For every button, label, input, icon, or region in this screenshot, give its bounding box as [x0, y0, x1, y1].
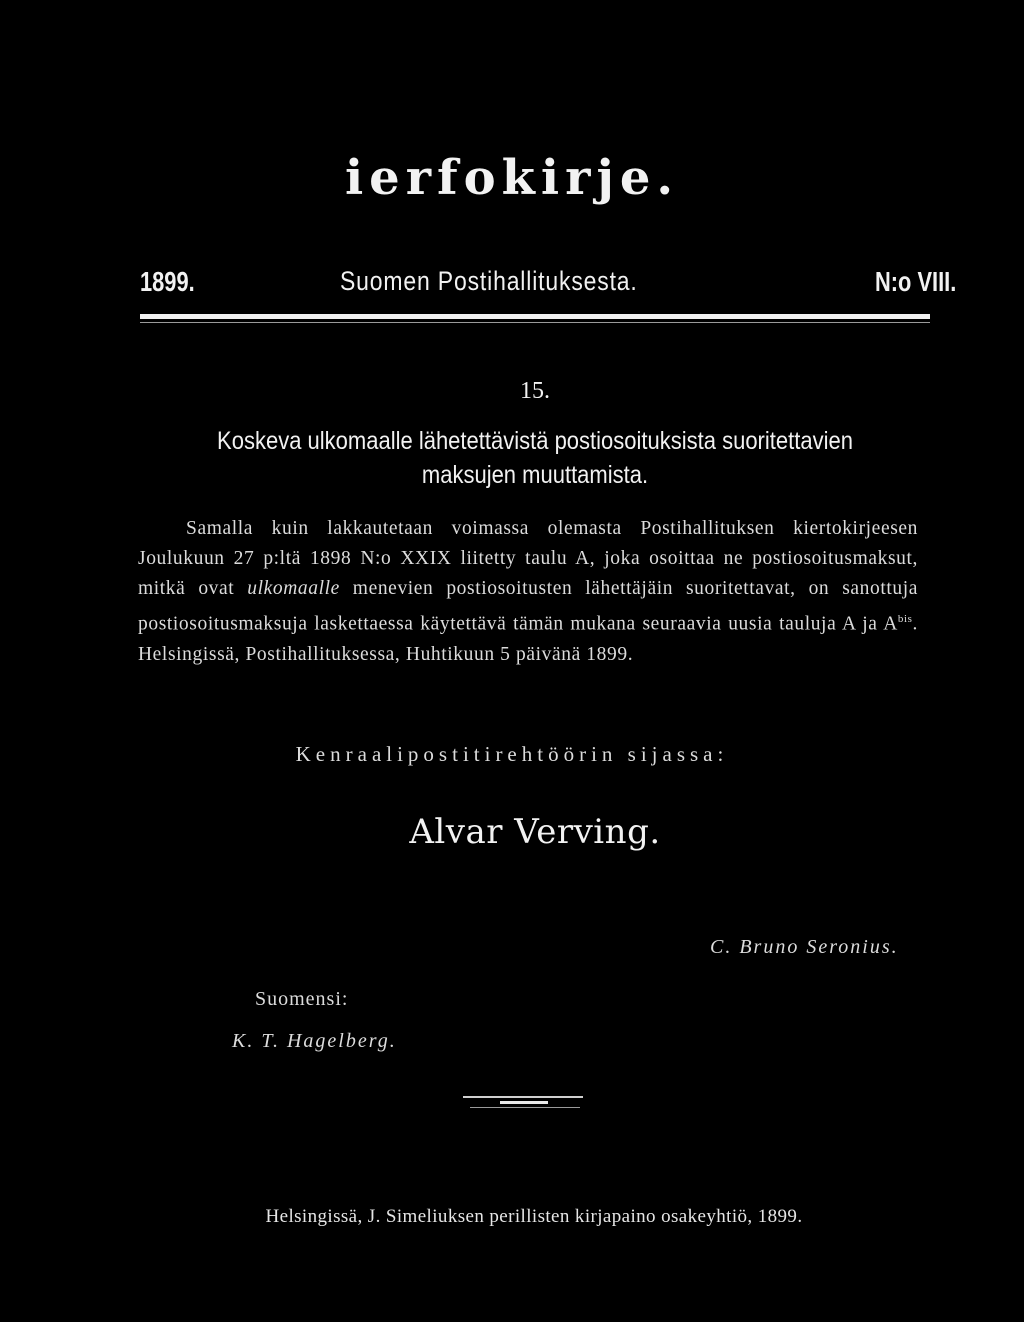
document-title: ierfokirje.	[344, 150, 680, 206]
body-text-end: . Helsingissä, Postihallituksessa, Huhtikuun 5 päivänä 1899.	[138, 613, 918, 665]
header-number: N:o VIII.	[875, 266, 957, 297]
header-source: Suomen Postihallituksesta.	[340, 266, 638, 296]
header-year: 1899.	[140, 266, 195, 297]
heading-line-1: Koskeva ulkomaalle lähetettävistä postiosoituksista suoritettavien	[217, 427, 853, 455]
translator-name: K. T. Hagelberg.	[232, 1030, 397, 1052]
ornament-rule-thin	[470, 1107, 580, 1108]
signatory-role: Kenraalipostitirehtöörin sijassa:	[295, 742, 729, 766]
section-heading	[205, 424, 865, 492]
header-rule-thin	[140, 322, 930, 323]
printer-imprint: Helsingissä, J. Simeliuksen perillisten kirjapaino osakeyhtiö, 1899.	[265, 1206, 803, 1227]
body-superscript: bis	[897, 613, 913, 625]
translator-label: Suomensi:	[255, 988, 349, 1010]
signature-name: Alvar Verving.	[409, 812, 661, 852]
item-number: 15.	[520, 378, 550, 404]
body-text-italic: ulkomaalle	[247, 578, 340, 599]
body-text-middle: menevien postiosoitusten lähettäjäin suoritettavat, on sanottuja postiosoitusmaksuja laskettaessa käytettävä tämän mukana seuraavia uusia tauluja A ja A	[138, 578, 918, 635]
ornament-rule-thick	[500, 1101, 548, 1104]
ornament-rule	[463, 1096, 583, 1098]
body-text-start: Samalla kuin lakkautetaan voimassa olemasta Postihallituksen kiertokirjeesen Joulukuun 27 p:ltä 1898 N:o XXIX liitetty taulu A, joka osoittaa ne postiosoitusmaksut, mitkä ovat	[138, 518, 918, 599]
body-paragraph	[138, 514, 918, 670]
countersignature: C. Bruno Seronius.	[710, 936, 899, 958]
heading-line-2: maksujen muuttamista.	[421, 461, 649, 489]
header-rule	[140, 314, 930, 319]
